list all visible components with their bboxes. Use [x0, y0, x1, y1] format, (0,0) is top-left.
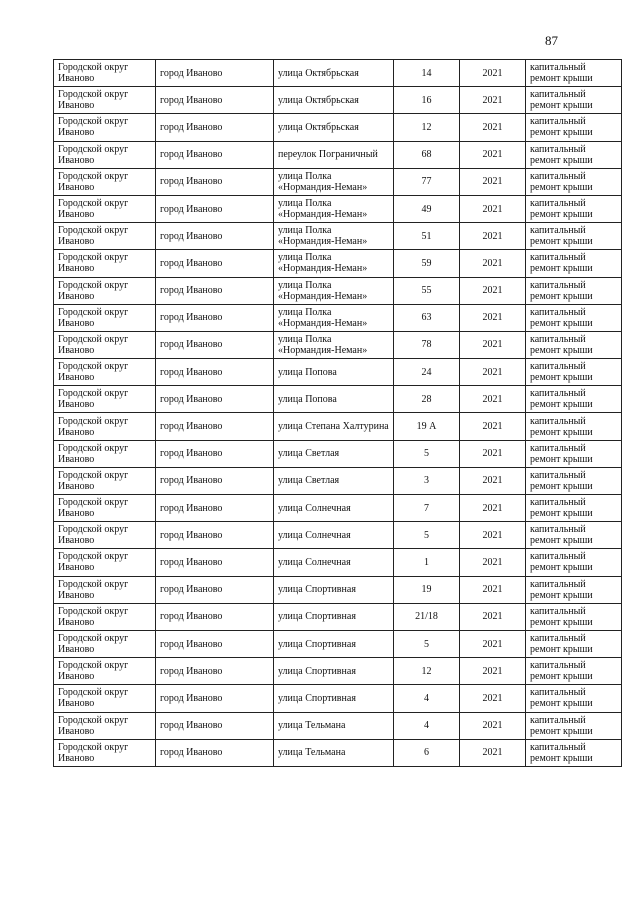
year-cell: 2021 [460, 277, 526, 304]
table-body [54, 60, 622, 767]
city-cell: город Иваново [156, 467, 274, 494]
house-number-cell: 49 [394, 195, 460, 222]
street-cell: улица Солнечная [274, 522, 394, 549]
table-row [54, 603, 622, 630]
street-cell: улица Спортивная [274, 576, 394, 603]
house-number-cell: 16 [394, 87, 460, 114]
house-number-cell: 7 [394, 495, 460, 522]
table-row [54, 522, 622, 549]
street-cell: улица Степана Халтурина [274, 413, 394, 440]
city-cell: город Иваново [156, 331, 274, 358]
street-cell: улица Светлая [274, 467, 394, 494]
work-type-cell: капитальный ремонт крыши [526, 630, 622, 657]
house-number-cell: 5 [394, 630, 460, 657]
year-cell: 2021 [460, 304, 526, 331]
work-type-cell: капитальный ремонт крыши [526, 467, 622, 494]
table-row [54, 168, 622, 195]
work-type-cell: капитальный ремонт крыши [526, 712, 622, 739]
street-cell: улица Попова [274, 386, 394, 413]
table-row [54, 440, 622, 467]
city-cell: город Иваново [156, 304, 274, 331]
work-type-cell: капитальный ремонт крыши [526, 195, 622, 222]
year-cell: 2021 [460, 522, 526, 549]
work-type-cell: капитальный ремонт крыши [526, 440, 622, 467]
work-type-cell: капитальный ремонт крыши [526, 522, 622, 549]
house-number-cell: 68 [394, 141, 460, 168]
table-row [54, 359, 622, 386]
city-cell: город Иваново [156, 87, 274, 114]
year-cell: 2021 [460, 331, 526, 358]
work-type-cell: капитальный ремонт крыши [526, 549, 622, 576]
district-cell: Городской округ Иваново [54, 549, 156, 576]
table-row [54, 739, 622, 766]
street-cell: улица Полка «Нормандия-Неман» [274, 304, 394, 331]
table-row [54, 413, 622, 440]
street-cell: улица Солнечная [274, 549, 394, 576]
street-cell: улица Октябрьская [274, 60, 394, 87]
table-row [54, 195, 622, 222]
year-cell: 2021 [460, 87, 526, 114]
city-cell: город Иваново [156, 630, 274, 657]
district-cell: Городской округ Иваново [54, 195, 156, 222]
house-number-cell: 6 [394, 739, 460, 766]
work-type-cell: капитальный ремонт крыши [526, 576, 622, 603]
work-type-cell: капитальный ремонт крыши [526, 386, 622, 413]
table-row [54, 304, 622, 331]
year-cell: 2021 [460, 141, 526, 168]
year-cell: 2021 [460, 114, 526, 141]
house-number-cell: 77 [394, 168, 460, 195]
work-type-cell: капитальный ремонт крыши [526, 495, 622, 522]
work-type-cell: капитальный ремонт крыши [526, 658, 622, 685]
table-row [54, 685, 622, 712]
table-row [54, 658, 622, 685]
street-cell: улица Спортивная [274, 630, 394, 657]
house-number-cell: 51 [394, 223, 460, 250]
house-number-cell: 28 [394, 386, 460, 413]
city-cell: город Иваново [156, 250, 274, 277]
city-cell: город Иваново [156, 603, 274, 630]
table-row [54, 467, 622, 494]
work-type-cell: капитальный ремонт крыши [526, 304, 622, 331]
work-type-cell: капитальный ремонт крыши [526, 413, 622, 440]
district-cell: Городской округ Иваново [54, 331, 156, 358]
table-row [54, 141, 622, 168]
year-cell: 2021 [460, 195, 526, 222]
house-number-cell: 5 [394, 522, 460, 549]
street-cell: улица Тельмана [274, 739, 394, 766]
year-cell: 2021 [460, 359, 526, 386]
street-cell: улица Полка «Нормандия-Неман» [274, 331, 394, 358]
table-row [54, 386, 622, 413]
year-cell: 2021 [460, 223, 526, 250]
year-cell: 2021 [460, 576, 526, 603]
street-cell: улица Октябрьская [274, 87, 394, 114]
year-cell: 2021 [460, 630, 526, 657]
district-cell: Городской округ Иваново [54, 685, 156, 712]
table-row [54, 576, 622, 603]
city-cell: город Иваново [156, 440, 274, 467]
district-cell: Городской округ Иваново [54, 168, 156, 195]
city-cell: город Иваново [156, 658, 274, 685]
district-cell: Городской округ Иваново [54, 630, 156, 657]
district-cell: Городской округ Иваново [54, 304, 156, 331]
city-cell: город Иваново [156, 712, 274, 739]
table-row [54, 87, 622, 114]
street-cell: переулок Пограничный [274, 141, 394, 168]
work-type-cell: капитальный ремонт крыши [526, 223, 622, 250]
street-cell: улица Тельмана [274, 712, 394, 739]
city-cell: город Иваново [156, 685, 274, 712]
district-cell: Городской округ Иваново [54, 87, 156, 114]
district-cell: Городской округ Иваново [54, 223, 156, 250]
year-cell: 2021 [460, 685, 526, 712]
district-cell: Городской округ Иваново [54, 250, 156, 277]
city-cell: город Иваново [156, 495, 274, 522]
district-cell: Городской округ Иваново [54, 522, 156, 549]
page-number: 87 [545, 33, 558, 48]
city-cell: город Иваново [156, 277, 274, 304]
house-number-cell: 3 [394, 467, 460, 494]
table-row [54, 114, 622, 141]
table-row [54, 495, 622, 522]
city-cell: город Иваново [156, 223, 274, 250]
street-cell: улица Солнечная [274, 495, 394, 522]
year-cell: 2021 [460, 495, 526, 522]
year-cell: 2021 [460, 168, 526, 195]
work-type-cell: капитальный ремонт крыши [526, 331, 622, 358]
house-number-cell: 55 [394, 277, 460, 304]
street-cell: улица Спортивная [274, 603, 394, 630]
work-type-cell: капитальный ремонт крыши [526, 168, 622, 195]
year-cell: 2021 [460, 549, 526, 576]
house-number-cell: 78 [394, 331, 460, 358]
district-cell: Городской округ Иваново [54, 386, 156, 413]
street-cell: улица Октябрьская [274, 114, 394, 141]
district-cell: Городской округ Иваново [54, 712, 156, 739]
street-cell: улица Попова [274, 359, 394, 386]
house-number-cell: 24 [394, 359, 460, 386]
house-number-cell: 19 [394, 576, 460, 603]
city-cell: город Иваново [156, 549, 274, 576]
city-cell: город Иваново [156, 114, 274, 141]
work-type-cell: капитальный ремонт крыши [526, 685, 622, 712]
city-cell: город Иваново [156, 739, 274, 766]
street-cell: улица Полка «Нормандия-Неман» [274, 277, 394, 304]
house-number-cell: 59 [394, 250, 460, 277]
work-type-cell: капитальный ремонт крыши [526, 359, 622, 386]
table-row [54, 223, 622, 250]
house-number-cell: 14 [394, 60, 460, 87]
table-row [54, 250, 622, 277]
house-number-cell: 63 [394, 304, 460, 331]
house-number-cell: 21/18 [394, 603, 460, 630]
street-cell: улица Светлая [274, 440, 394, 467]
district-cell: Городской округ Иваново [54, 277, 156, 304]
table-row [54, 712, 622, 739]
house-number-cell: 19 А [394, 413, 460, 440]
year-cell: 2021 [460, 739, 526, 766]
city-cell: город Иваново [156, 195, 274, 222]
district-cell: Городской округ Иваново [54, 141, 156, 168]
year-cell: 2021 [460, 60, 526, 87]
work-type-cell: капитальный ремонт крыши [526, 141, 622, 168]
house-number-cell: 5 [394, 440, 460, 467]
district-cell: Городской округ Иваново [54, 739, 156, 766]
house-number-cell: 4 [394, 685, 460, 712]
street-cell: улица Полка «Нормандия-Неман» [274, 250, 394, 277]
year-cell: 2021 [460, 467, 526, 494]
work-type-cell: капитальный ремонт крыши [526, 60, 622, 87]
house-number-cell: 12 [394, 658, 460, 685]
registry-table [53, 59, 622, 767]
table-row [54, 331, 622, 358]
work-type-cell: капитальный ремонт крыши [526, 87, 622, 114]
district-cell: Городской округ Иваново [54, 114, 156, 141]
work-type-cell: капитальный ремонт крыши [526, 114, 622, 141]
table-row [54, 277, 622, 304]
year-cell: 2021 [460, 712, 526, 739]
city-cell: город Иваново [156, 141, 274, 168]
house-number-cell: 12 [394, 114, 460, 141]
work-type-cell: капитальный ремонт крыши [526, 603, 622, 630]
street-cell: улица Полка «Нормандия-Неман» [274, 223, 394, 250]
district-cell: Городской округ Иваново [54, 495, 156, 522]
city-cell: город Иваново [156, 359, 274, 386]
street-cell: улица Полка «Нормандия-Неман» [274, 195, 394, 222]
city-cell: город Иваново [156, 413, 274, 440]
district-cell: Городской округ Иваново [54, 603, 156, 630]
district-cell: Городской округ Иваново [54, 60, 156, 87]
table-row [54, 549, 622, 576]
year-cell: 2021 [460, 603, 526, 630]
city-cell: город Иваново [156, 168, 274, 195]
district-cell: Городской округ Иваново [54, 440, 156, 467]
house-number-cell: 1 [394, 549, 460, 576]
street-cell: улица Полка «Нормандия-Неман» [274, 168, 394, 195]
work-type-cell: капитальный ремонт крыши [526, 250, 622, 277]
district-cell: Городской округ Иваново [54, 658, 156, 685]
street-cell: улица Спортивная [274, 658, 394, 685]
year-cell: 2021 [460, 440, 526, 467]
district-cell: Городской округ Иваново [54, 359, 156, 386]
year-cell: 2021 [460, 658, 526, 685]
city-cell: город Иваново [156, 576, 274, 603]
district-cell: Городской округ Иваново [54, 413, 156, 440]
street-cell: улица Спортивная [274, 685, 394, 712]
house-number-cell: 4 [394, 712, 460, 739]
year-cell: 2021 [460, 250, 526, 277]
city-cell: город Иваново [156, 522, 274, 549]
work-type-cell: капитальный ремонт крыши [526, 277, 622, 304]
year-cell: 2021 [460, 386, 526, 413]
table-row [54, 630, 622, 657]
table-row [54, 60, 622, 87]
city-cell: город Иваново [156, 60, 274, 87]
city-cell: город Иваново [156, 386, 274, 413]
district-cell: Городской округ Иваново [54, 576, 156, 603]
district-cell: Городской округ Иваново [54, 467, 156, 494]
work-type-cell: капитальный ремонт крыши [526, 739, 622, 766]
year-cell: 2021 [460, 413, 526, 440]
